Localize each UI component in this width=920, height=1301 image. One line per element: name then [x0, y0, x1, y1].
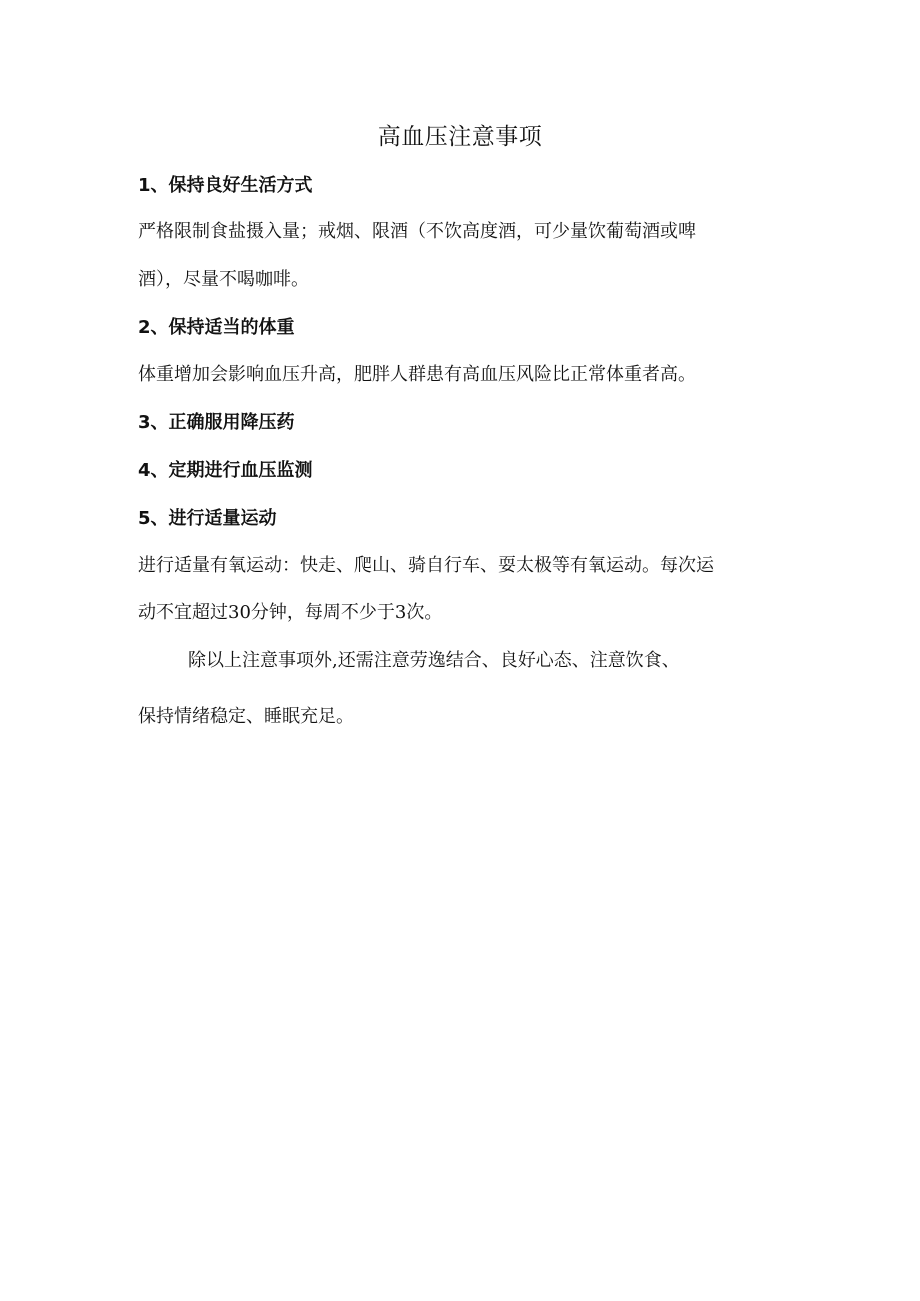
section-heading-weight: 2、保持适当的体重 — [138, 317, 295, 338]
section-heading-lifestyle: 1、保持良好生活方式 — [138, 175, 313, 196]
section-heading-exercise: 5、进行适量运动 — [138, 508, 277, 529]
section-text-line: 体重增加会影响血压升高，肥胖人群患有高血压风险比正常体重者高。 — [138, 364, 696, 385]
closing-text-line: 保持情绪稳定、睡眠充足。 — [138, 706, 354, 727]
document-title: 高血压注意事项 — [377, 124, 543, 150]
section-text-line: 酒），尽量不喝咖啡。 — [138, 269, 309, 290]
section-heading-monitoring: 4、定期进行血压监测 — [138, 460, 313, 481]
section-heading-medication: 3、正确服用降压药 — [138, 412, 295, 433]
closing-text-line: 除以上注意事项外,还需注意劳逸结合、良好心态、注意饮食、 — [188, 650, 680, 671]
section-text-line: 严格限制食盐摄入量；戒烟、限酒（不饮高度酒，可少量饮葡萄酒或啤 — [138, 221, 696, 242]
section-text-line: 进行适量有氧运动：快走、爬山、骑自行车、耍太极等有氧运动。每次运 — [138, 555, 714, 576]
section-text-line: 动不宜超过30分钟，每周不少于3次。 — [138, 602, 443, 623]
